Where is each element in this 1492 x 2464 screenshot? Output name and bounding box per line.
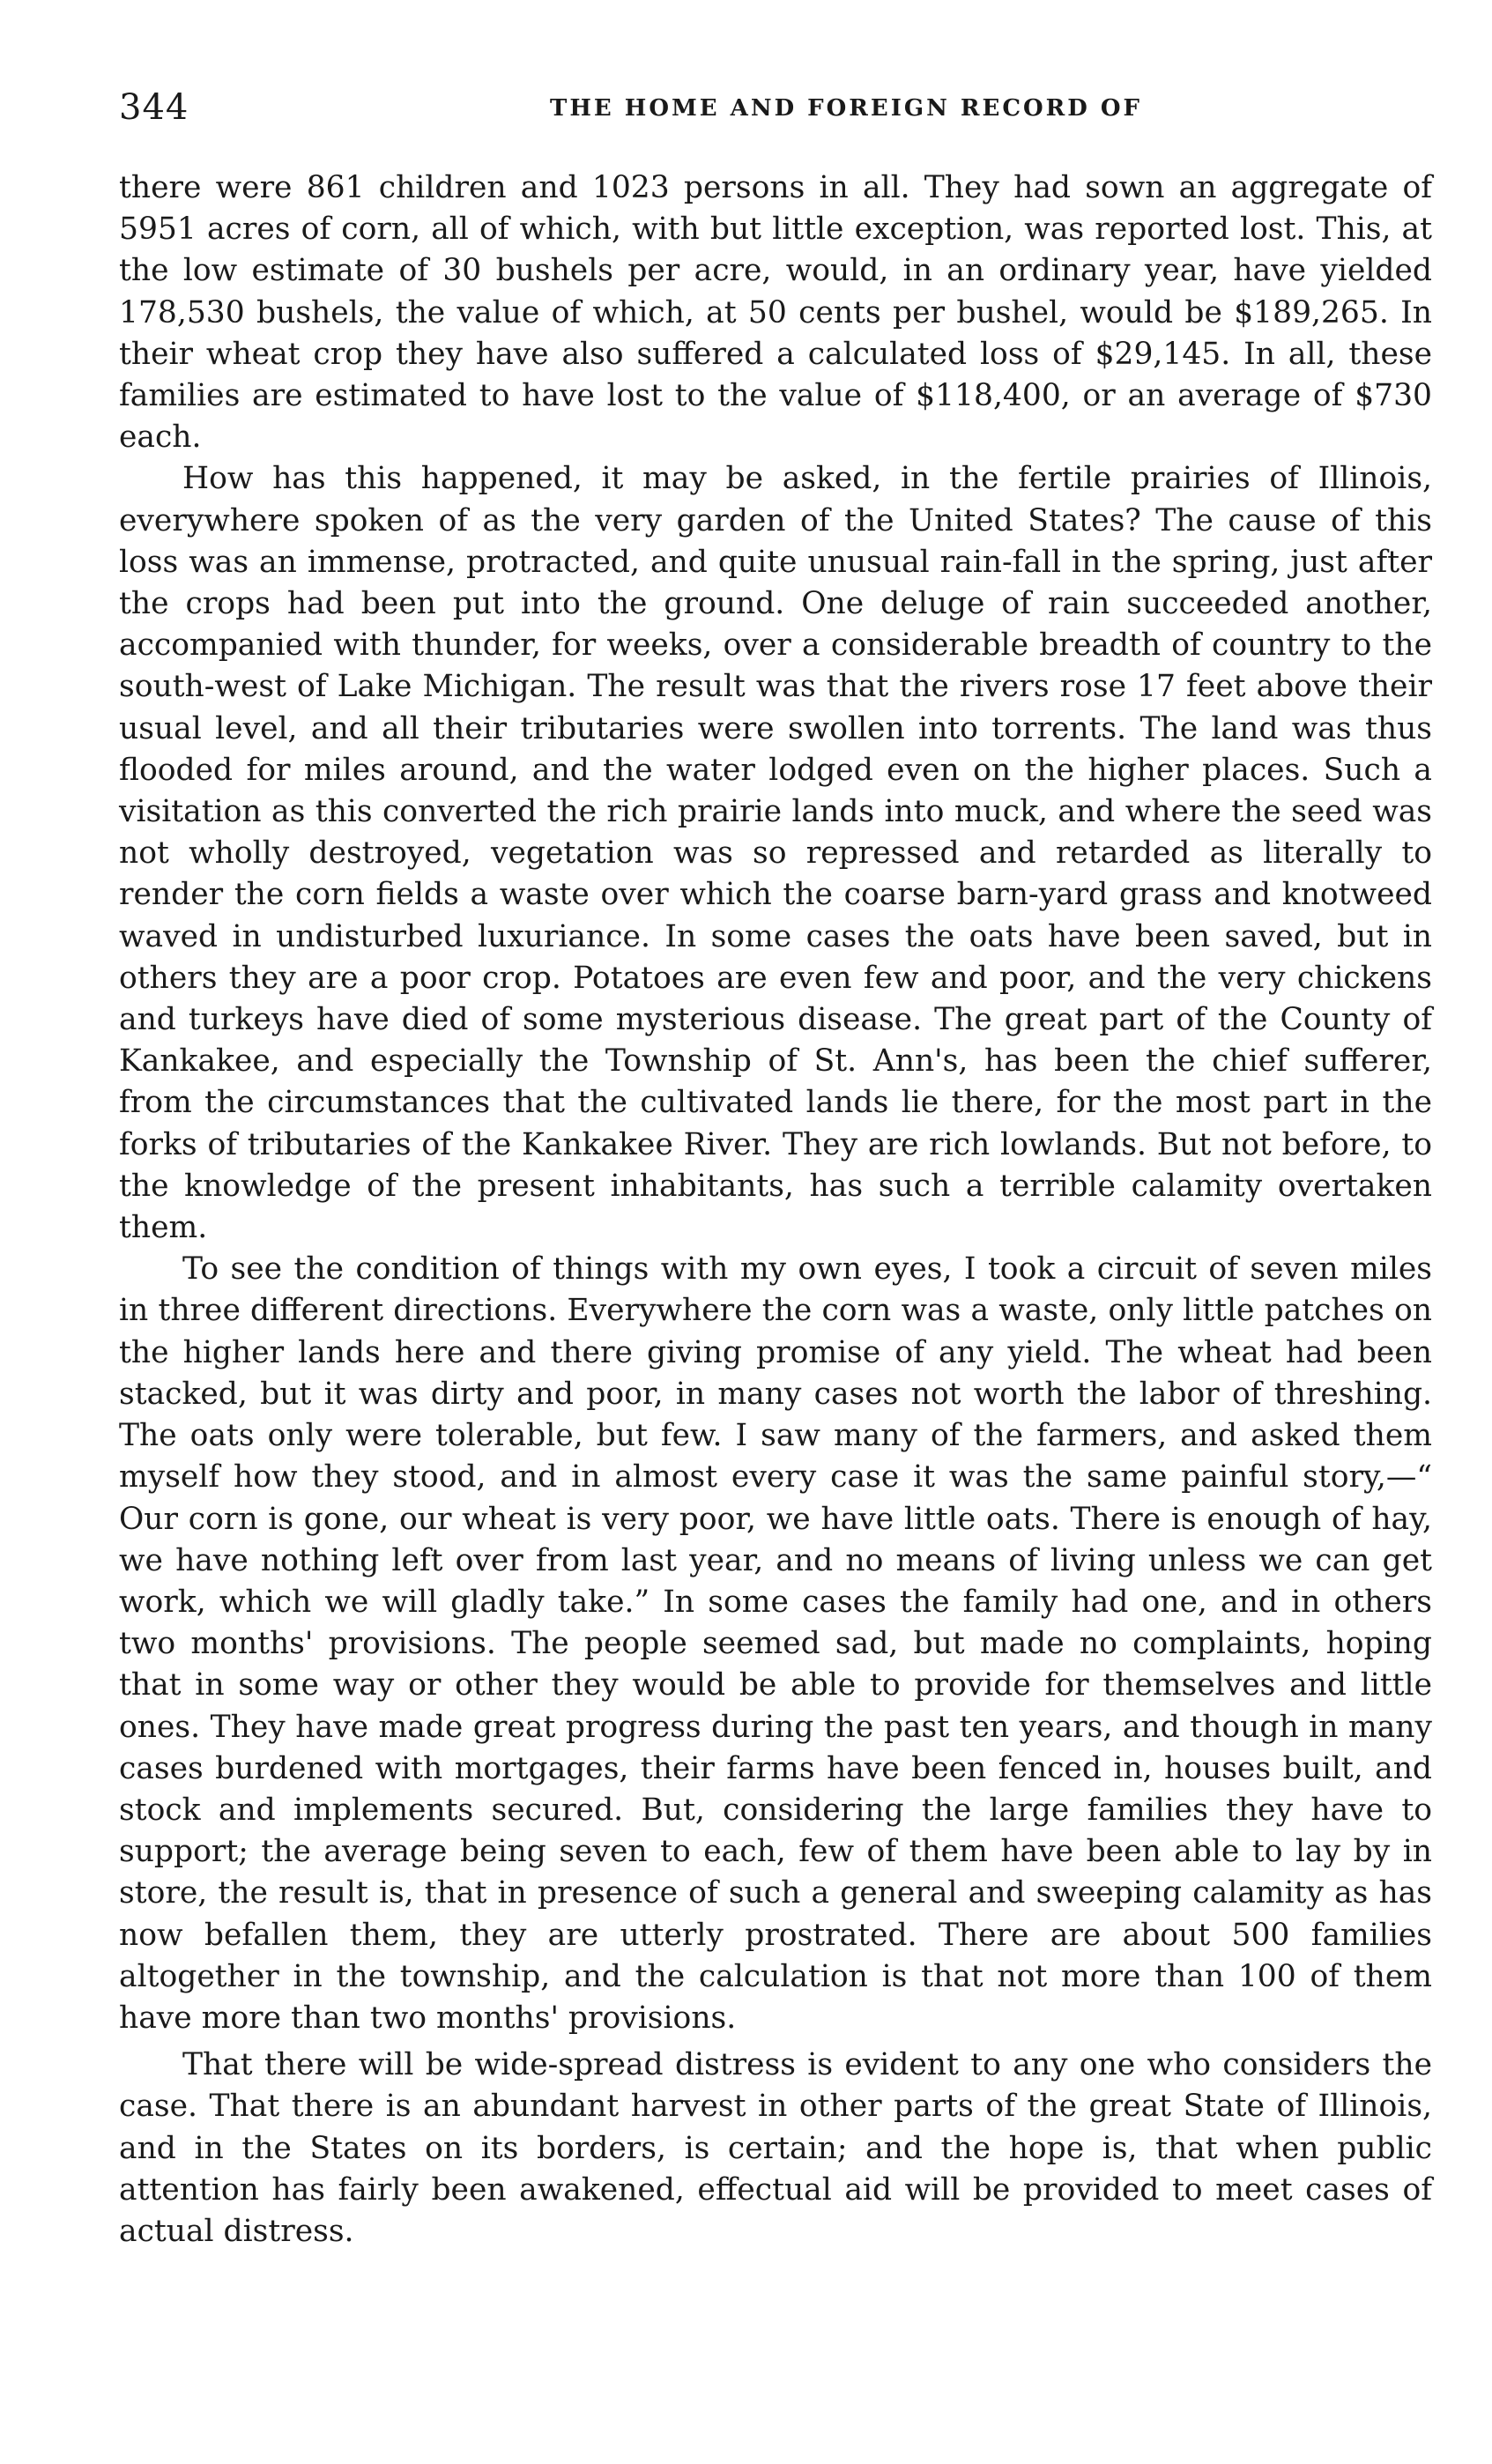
paragraph-flood-cause: How has this happened, it may be asked, in the fertile prairies of Illinois, everywhere spoken of as the very garden of the United States? The cause of this loss was an immense, protracted, and quite unusual rain-fall in the spring, just after the crops had been put into the ground. One deluge of rain succeeded another, accompanied with thunder, for weeks, over a considerable breadth of country to the south-west of Lake Michigan. The result was that the rivers rose 17 feet above their usual level, and all their tributaries were swollen into torrents. The land was thus flooded for miles around, and the water lodged even on the higher places. Such a visitation as this converted the rich prairie lands into muck, and where the seed was not wholly destroyed, vegetation was so repressed and retarded as literally to render the corn fields a waste over which the coarse barn-yard grass and knotweed waved in undisturbed luxuriance. In some cases the oats have been saved, but in others they are a poor crop. Potatoes are even few and poor, and the very chickens and turkeys have died of some mysterious disease. The great part of the County of Kankakee, and especially the Township of St. Ann's, has been the chief sufferer, from the circumstances that the cultivated lands lie there, for the most part in the forks of tributaries of the Kankakee River. They are rich lowlands. But not before, to the knowledge of the present inhabitants, has such a terrible calamity overtaken them.: [119, 461, 1432, 1246]
article-body: [119, 167, 1432, 2252]
paragraph-circuit-observations: To see the condition of things with my own eyes, I took a circuit of seven miles in three different directions. Everywhere the corn was a waste, only little patches on the higher lands here and there giving promise of any yield. The wheat had been stacked, but it was dirty and poor, in many cases not worth the labor of threshing. The oats only were tolerable, but few. I saw many of the farmers, and asked them myself how they stood, and in almost every case it was the same painful story,—“ Our corn is gone, our wheat is very poor, we have little oats. There is enough of hay, we have nothing left over from last year, and no means of living unless we can get work, which we will gladly take.” In some cases the family had one, and in others two months' provisions. The people seemed sad, but made no complaints, hoping that in some way or other they would be able to provide for themselves and little ones. They have made great progress during the past ten years, and though in many cases burdened with mortgages, their farms have been fenced in, houses built, and stock and implements secured. But, considering the large families they have to support; the average being seven to each, few of them have been able to lay by in store, the result is, that in presence of such a general and sweeping calamity as has now befallen them, they are utterly prostrated. There are about 500 families altogether in the township, and the calculation is that not more than 100 of them have more than two months' provisions.: [119, 1251, 1432, 2036]
paragraph-appeal: That there will be wide-spread distress is evident to any one who considers the case. That there is an abundant harvest in other parts of the great State of Illinois, and in the States on its borders, is certain; and the hope is, that when public attention has fairly been awakened, effectual aid will be provided to meet cases of actual distress.: [119, 2047, 1432, 2249]
running-title: THE HOME AND FOREIGN RECORD OF: [550, 95, 1142, 122]
page-number: 344: [119, 87, 189, 128]
paragraph-continued: there were 861 children and 1023 persons in all. They had sown an aggregate of 5951 acres of corn, all of which, with but little exception, was reported lost. This, at the low estimate of 30 bushels per acre, would, in an ordinary year, have yielded 178,530 bushels, the value of which, at 50 cents per bushel, would be $189,265. In their wheat crop they have also suffered a calculated loss of $29,145. In all, these families are estimated to have lost to the value of $118,400, or an average of $730 each.: [119, 170, 1432, 456]
running-head: [119, 81, 1432, 134]
